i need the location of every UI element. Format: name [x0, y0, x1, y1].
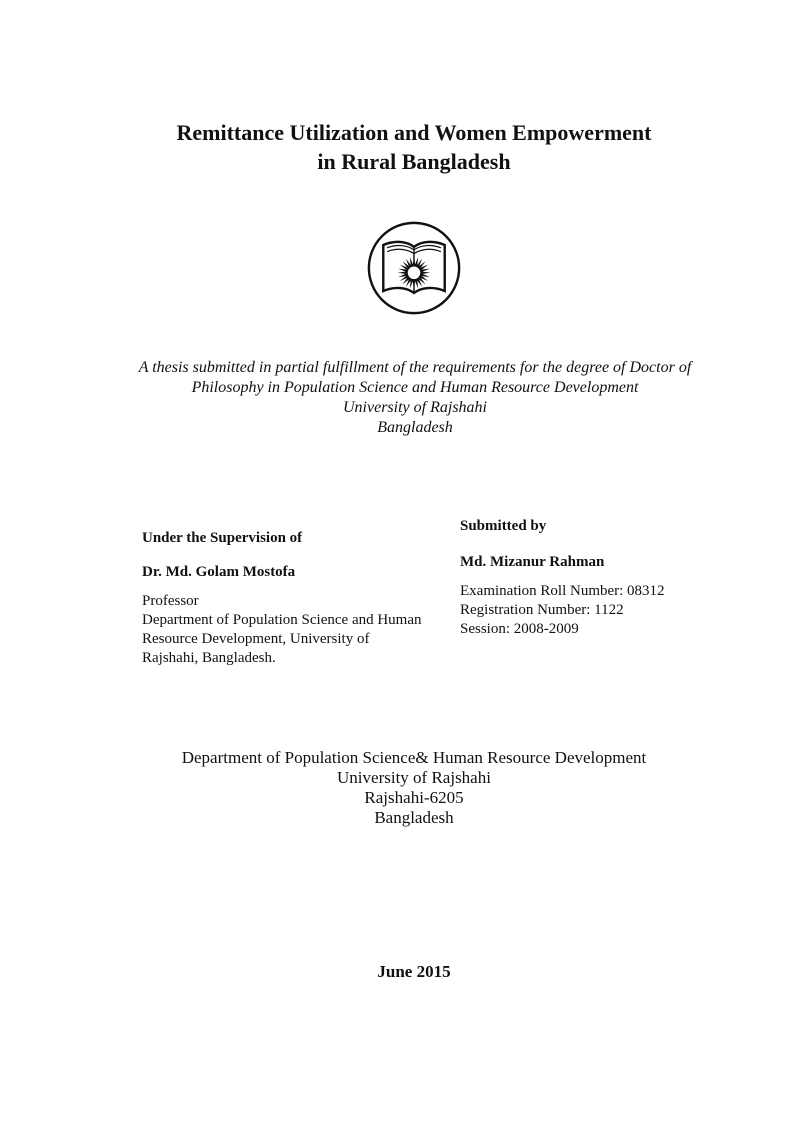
- institution-country: Bangladesh: [374, 808, 454, 827]
- institution-block: [0, 748, 800, 828]
- supervisor-designation: Professor: [142, 593, 199, 609]
- thesis-statement-line-3: University of Rajshahi: [343, 399, 487, 416]
- submission-heading: Submitted by: [460, 518, 547, 534]
- registration-number: Registration Number: 1122: [460, 602, 624, 618]
- supervisor-department: Department of Population Science and Human Resource Development, University of Rajshahi, Bangladesh.: [142, 612, 422, 666]
- submission-block: [460, 518, 740, 639]
- submission-date: June 2015: [377, 962, 451, 981]
- supervision-heading: Under the Supervision of: [142, 530, 303, 546]
- supervision-block: [142, 530, 442, 668]
- supervisor-name: Dr. Md. Golam Mostofa: [142, 564, 296, 580]
- thesis-title-line-2: in Rural Bangladesh: [317, 149, 511, 174]
- thesis-statement-line-4: Bangladesh: [377, 419, 453, 436]
- thesis-title: [0, 118, 800, 176]
- thesis-statement-line-2: Philosophy in Population Science and Human Resource Development: [191, 379, 639, 396]
- institution-university: University of Rajshahi: [337, 768, 491, 787]
- thesis-statement: [90, 358, 740, 438]
- author-name: Md. Mizanur Rahman: [460, 554, 605, 570]
- university-seal-icon: [366, 220, 462, 316]
- thesis-statement-line-1: A thesis submitted in partial fulfillment of the requirements for the degree of Doctor of: [138, 359, 692, 376]
- institution-department: Department of Population Science& Human Resource Development: [181, 748, 647, 767]
- session: Session: 2008-2009: [460, 621, 579, 637]
- examination-roll-number: Examination Roll Number: 08312: [460, 583, 665, 599]
- thesis-title-line-1: Remittance Utilization and Women Empowerment: [176, 120, 652, 145]
- institution-city: Rajshahi-6205: [364, 788, 464, 807]
